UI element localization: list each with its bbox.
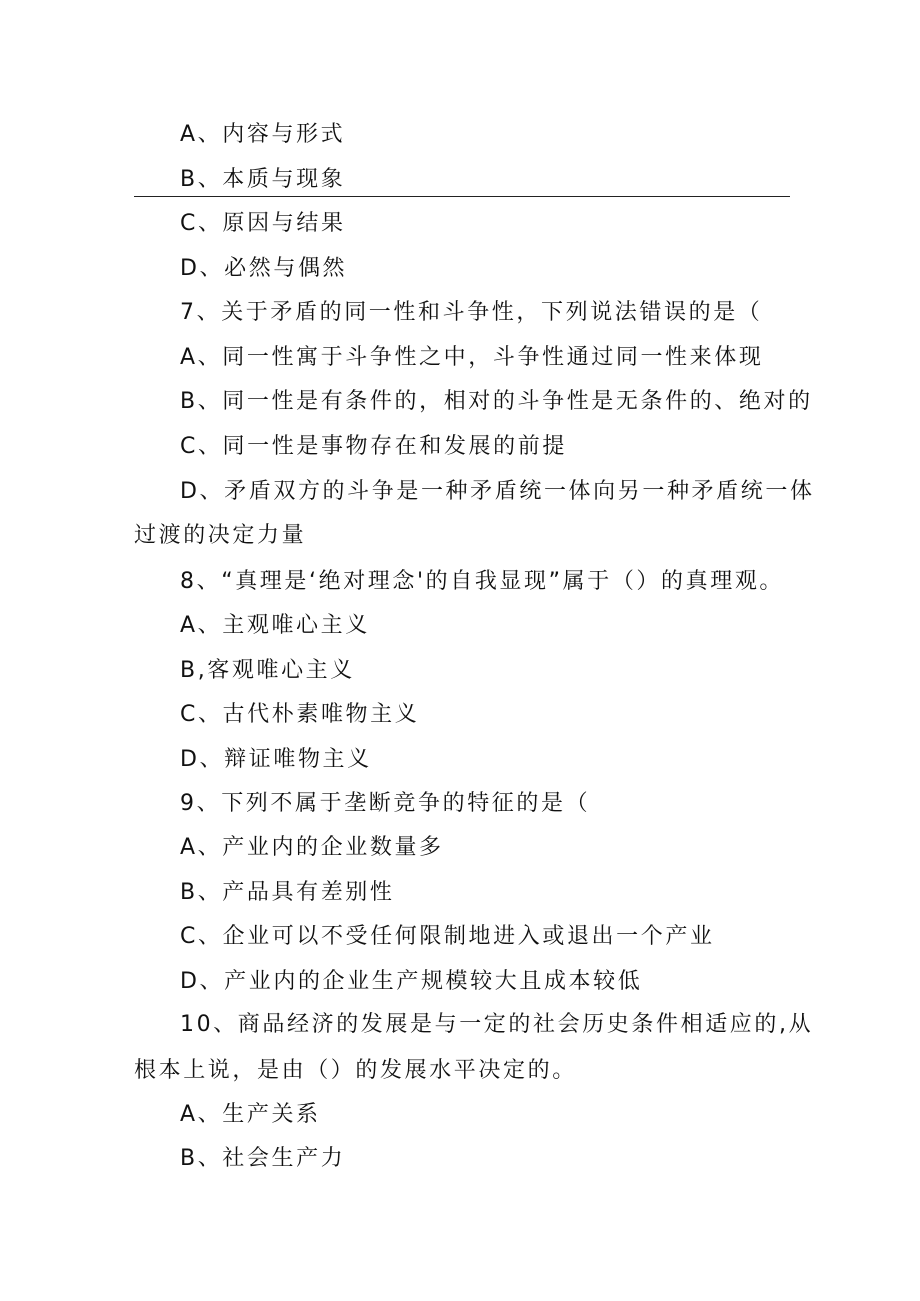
q8-question: 8、“真理是‘绝对理念'的自我显现”属于（）的真理观。 (180, 569, 785, 594)
q6-option-b: B、本质与现象 (180, 167, 346, 192)
q7-option-a: A、同一性寓于斗争性之中，斗争性通过同一性来体现 (180, 345, 764, 370)
q6-option-d: D、必然与偶然 (180, 256, 348, 281)
q9-option-d: D、产业内的企业生产规模较大且成本较低 (180, 969, 643, 994)
q7-option-c: C、同一性是事物存在和发展的前提 (180, 434, 567, 459)
q7-option-b: B、同一性是有条件的，相对的斗争性是无条件的、绝对的 (180, 389, 813, 414)
q8-option-b: B,客观唯心主义 (180, 658, 355, 683)
horizontal-divider (134, 196, 790, 197)
q9-question: 9、下列不属于垄断竞争的特征的是（ (180, 791, 591, 816)
q8-option-a: A、主观唯心主义 (180, 613, 370, 638)
q9-option-c: C、企业可以不受任何限制地进入或退出一个产业 (180, 924, 715, 949)
q7-option-d-continued: 过渡的决定力量 (134, 523, 307, 548)
q6-option-a: A、内容与形式 (180, 122, 346, 147)
q9-option-b: B、产品具有差别性 (180, 880, 395, 905)
q7-question: 7、关于矛盾的同一性和斗争性，下列说法错误的是（ (180, 300, 763, 325)
q6-option-c: C、原因与结果 (180, 211, 346, 236)
q10-question: 10、商品经济的发展是与一定的社会历史条件相适应的,从 (180, 1012, 814, 1037)
q9-option-a: A、产业内的企业数量多 (180, 835, 444, 860)
q7-option-d: D、矛盾双方的斗争是一种矛盾统一体向另一种矛盾统一体 (180, 479, 815, 504)
q10-question-continued: 根本上说，是由（）的发展水平决定的。 (134, 1058, 577, 1083)
q10-option-b: B、社会生产力 (180, 1146, 346, 1171)
q8-option-d: D、辩证唯物主义 (180, 747, 372, 772)
q10-option-a: A、生产关系 (180, 1102, 321, 1127)
q8-option-c: C、古代朴素唯物主义 (180, 702, 420, 727)
